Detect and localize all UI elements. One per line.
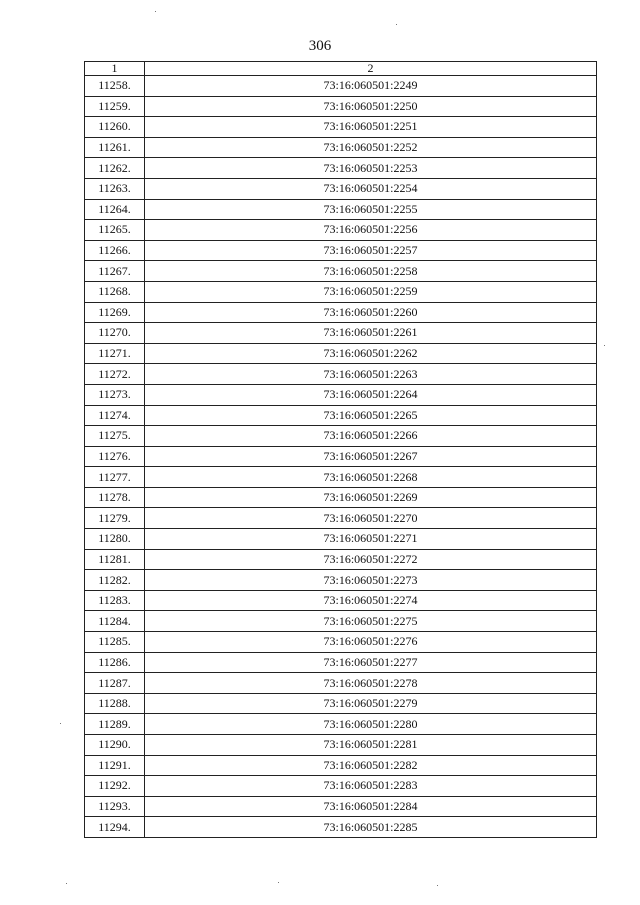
cadastral-number-cell: 73:16:060501:2258 xyxy=(145,261,597,282)
cadastral-number-cell: 73:16:060501:2272 xyxy=(145,549,597,570)
table-row xyxy=(85,549,597,570)
cadastral-number-cell: 73:16:060501:2267 xyxy=(145,446,597,467)
table-row xyxy=(85,755,597,776)
cadastral-number-cell: 73:16:060501:2260 xyxy=(145,302,597,323)
row-number-cell: 11281. xyxy=(85,549,145,570)
row-number-cell: 11276. xyxy=(85,446,145,467)
table-row xyxy=(85,405,597,426)
table-body xyxy=(85,76,597,838)
table-row xyxy=(85,673,597,694)
cadastral-number-cell: 73:16:060501:2261 xyxy=(145,323,597,344)
cadastral-number-cell: 73:16:060501:2273 xyxy=(145,570,597,591)
scan-speck xyxy=(60,723,61,724)
table-row xyxy=(85,302,597,323)
scan-speck xyxy=(604,345,605,346)
table-row xyxy=(85,652,597,673)
table-row xyxy=(85,364,597,385)
row-number-cell: 11260. xyxy=(85,117,145,138)
scan-speck xyxy=(396,24,397,25)
cadastral-number-cell: 73:16:060501:2275 xyxy=(145,611,597,632)
row-number-cell: 11258. xyxy=(85,76,145,97)
cadastral-number-cell: 73:16:060501:2284 xyxy=(145,796,597,817)
table-row xyxy=(85,467,597,488)
table-row xyxy=(85,426,597,447)
row-number-cell: 11261. xyxy=(85,137,145,158)
table-row xyxy=(85,384,597,405)
table-row xyxy=(85,693,597,714)
table-row xyxy=(85,487,597,508)
cadastral-number-cell: 73:16:060501:2271 xyxy=(145,529,597,550)
row-number-cell: 11264. xyxy=(85,199,145,220)
row-number-cell: 11282. xyxy=(85,570,145,591)
row-number-cell: 11279. xyxy=(85,508,145,529)
cadastral-number-cell: 73:16:060501:2255 xyxy=(145,199,597,220)
table-header xyxy=(85,62,597,76)
cadastral-number-cell: 73:16:060501:2257 xyxy=(145,240,597,261)
row-number-cell: 11267. xyxy=(85,261,145,282)
page-number: 306 xyxy=(308,38,332,54)
scan-speck xyxy=(66,883,67,884)
scan-speck xyxy=(437,885,438,886)
cadastral-number-cell: 73:16:060501:2256 xyxy=(145,220,597,241)
table-row xyxy=(85,96,597,117)
cadastral-number-cell: 73:16:060501:2282 xyxy=(145,755,597,776)
row-number-cell: 11289. xyxy=(85,714,145,735)
table-row xyxy=(85,735,597,756)
table-row xyxy=(85,199,597,220)
table-row xyxy=(85,817,597,838)
cadastral-number-cell: 73:16:060501:2254 xyxy=(145,178,597,199)
cadastral-number-cell: 73:16:060501:2268 xyxy=(145,467,597,488)
table-row xyxy=(85,343,597,364)
table-row xyxy=(85,508,597,529)
column-header-cadastral: 2 xyxy=(145,62,597,76)
table-row xyxy=(85,570,597,591)
table-row xyxy=(85,261,597,282)
cadastral-number-cell: 73:16:060501:2262 xyxy=(145,343,597,364)
row-number-cell: 11290. xyxy=(85,735,145,756)
cadastral-number-cell: 73:16:060501:2266 xyxy=(145,426,597,447)
row-number-cell: 11284. xyxy=(85,611,145,632)
row-number-cell: 11262. xyxy=(85,158,145,179)
scan-speck xyxy=(278,882,279,883)
row-number-cell: 11280. xyxy=(85,529,145,550)
row-number-cell: 11291. xyxy=(85,755,145,776)
cadastral-table xyxy=(84,61,597,838)
row-number-cell: 11268. xyxy=(85,281,145,302)
row-number-cell: 11275. xyxy=(85,426,145,447)
table-row xyxy=(85,446,597,467)
table-row xyxy=(85,117,597,138)
row-number-cell: 11277. xyxy=(85,467,145,488)
cadastral-number-cell: 73:16:060501:2280 xyxy=(145,714,597,735)
cadastral-number-cell: 73:16:060501:2276 xyxy=(145,632,597,653)
table-row xyxy=(85,240,597,261)
row-number-cell: 11294. xyxy=(85,817,145,838)
cadastral-number-cell: 73:16:060501:2249 xyxy=(145,76,597,97)
table-row xyxy=(85,323,597,344)
row-number-cell: 11263. xyxy=(85,178,145,199)
cadastral-number-cell: 73:16:060501:2253 xyxy=(145,158,597,179)
row-number-cell: 11271. xyxy=(85,343,145,364)
cadastral-number-cell: 73:16:060501:2278 xyxy=(145,673,597,694)
cadastral-number-cell: 73:16:060501:2274 xyxy=(145,590,597,611)
cadastral-number-cell: 73:16:060501:2277 xyxy=(145,652,597,673)
cadastral-number-cell: 73:16:060501:2281 xyxy=(145,735,597,756)
column-header-number: 1 xyxy=(85,62,145,76)
row-number-cell: 11278. xyxy=(85,487,145,508)
table-row xyxy=(85,632,597,653)
table-row xyxy=(85,796,597,817)
table-row xyxy=(85,590,597,611)
cadastral-number-cell: 73:16:060501:2264 xyxy=(145,384,597,405)
row-number-cell: 11285. xyxy=(85,632,145,653)
row-number-cell: 11265. xyxy=(85,220,145,241)
row-number-cell: 11266. xyxy=(85,240,145,261)
cadastral-number-cell: 73:16:060501:2270 xyxy=(145,508,597,529)
table-row xyxy=(85,220,597,241)
row-number-cell: 11274. xyxy=(85,405,145,426)
row-number-cell: 11288. xyxy=(85,693,145,714)
scan-speck xyxy=(155,11,156,12)
cadastral-number-cell: 73:16:060501:2283 xyxy=(145,776,597,797)
table-row xyxy=(85,137,597,158)
row-number-cell: 11269. xyxy=(85,302,145,323)
row-number-cell: 11273. xyxy=(85,384,145,405)
table-row xyxy=(85,76,597,97)
cadastral-number-cell: 73:16:060501:2269 xyxy=(145,487,597,508)
row-number-cell: 11292. xyxy=(85,776,145,797)
cadastral-number-cell: 73:16:060501:2251 xyxy=(145,117,597,138)
row-number-cell: 11270. xyxy=(85,323,145,344)
cadastral-number-cell: 73:16:060501:2252 xyxy=(145,137,597,158)
row-number-cell: 11287. xyxy=(85,673,145,694)
cadastral-number-cell: 73:16:060501:2250 xyxy=(145,96,597,117)
table-row xyxy=(85,178,597,199)
header-row xyxy=(85,62,597,76)
table-row xyxy=(85,529,597,550)
row-number-cell: 11283. xyxy=(85,590,145,611)
cadastral-number-cell: 73:16:060501:2263 xyxy=(145,364,597,385)
row-number-cell: 11286. xyxy=(85,652,145,673)
cadastral-number-cell: 73:16:060501:2259 xyxy=(145,281,597,302)
row-number-cell: 11272. xyxy=(85,364,145,385)
table-row xyxy=(85,776,597,797)
cadastral-number-cell: 73:16:060501:2279 xyxy=(145,693,597,714)
cadastral-number-cell: 73:16:060501:2285 xyxy=(145,817,597,838)
table-row xyxy=(85,281,597,302)
row-number-cell: 11259. xyxy=(85,96,145,117)
table-row xyxy=(85,158,597,179)
table-row xyxy=(85,714,597,735)
cadastral-number-cell: 73:16:060501:2265 xyxy=(145,405,597,426)
table-row xyxy=(85,611,597,632)
row-number-cell: 11293. xyxy=(85,796,145,817)
